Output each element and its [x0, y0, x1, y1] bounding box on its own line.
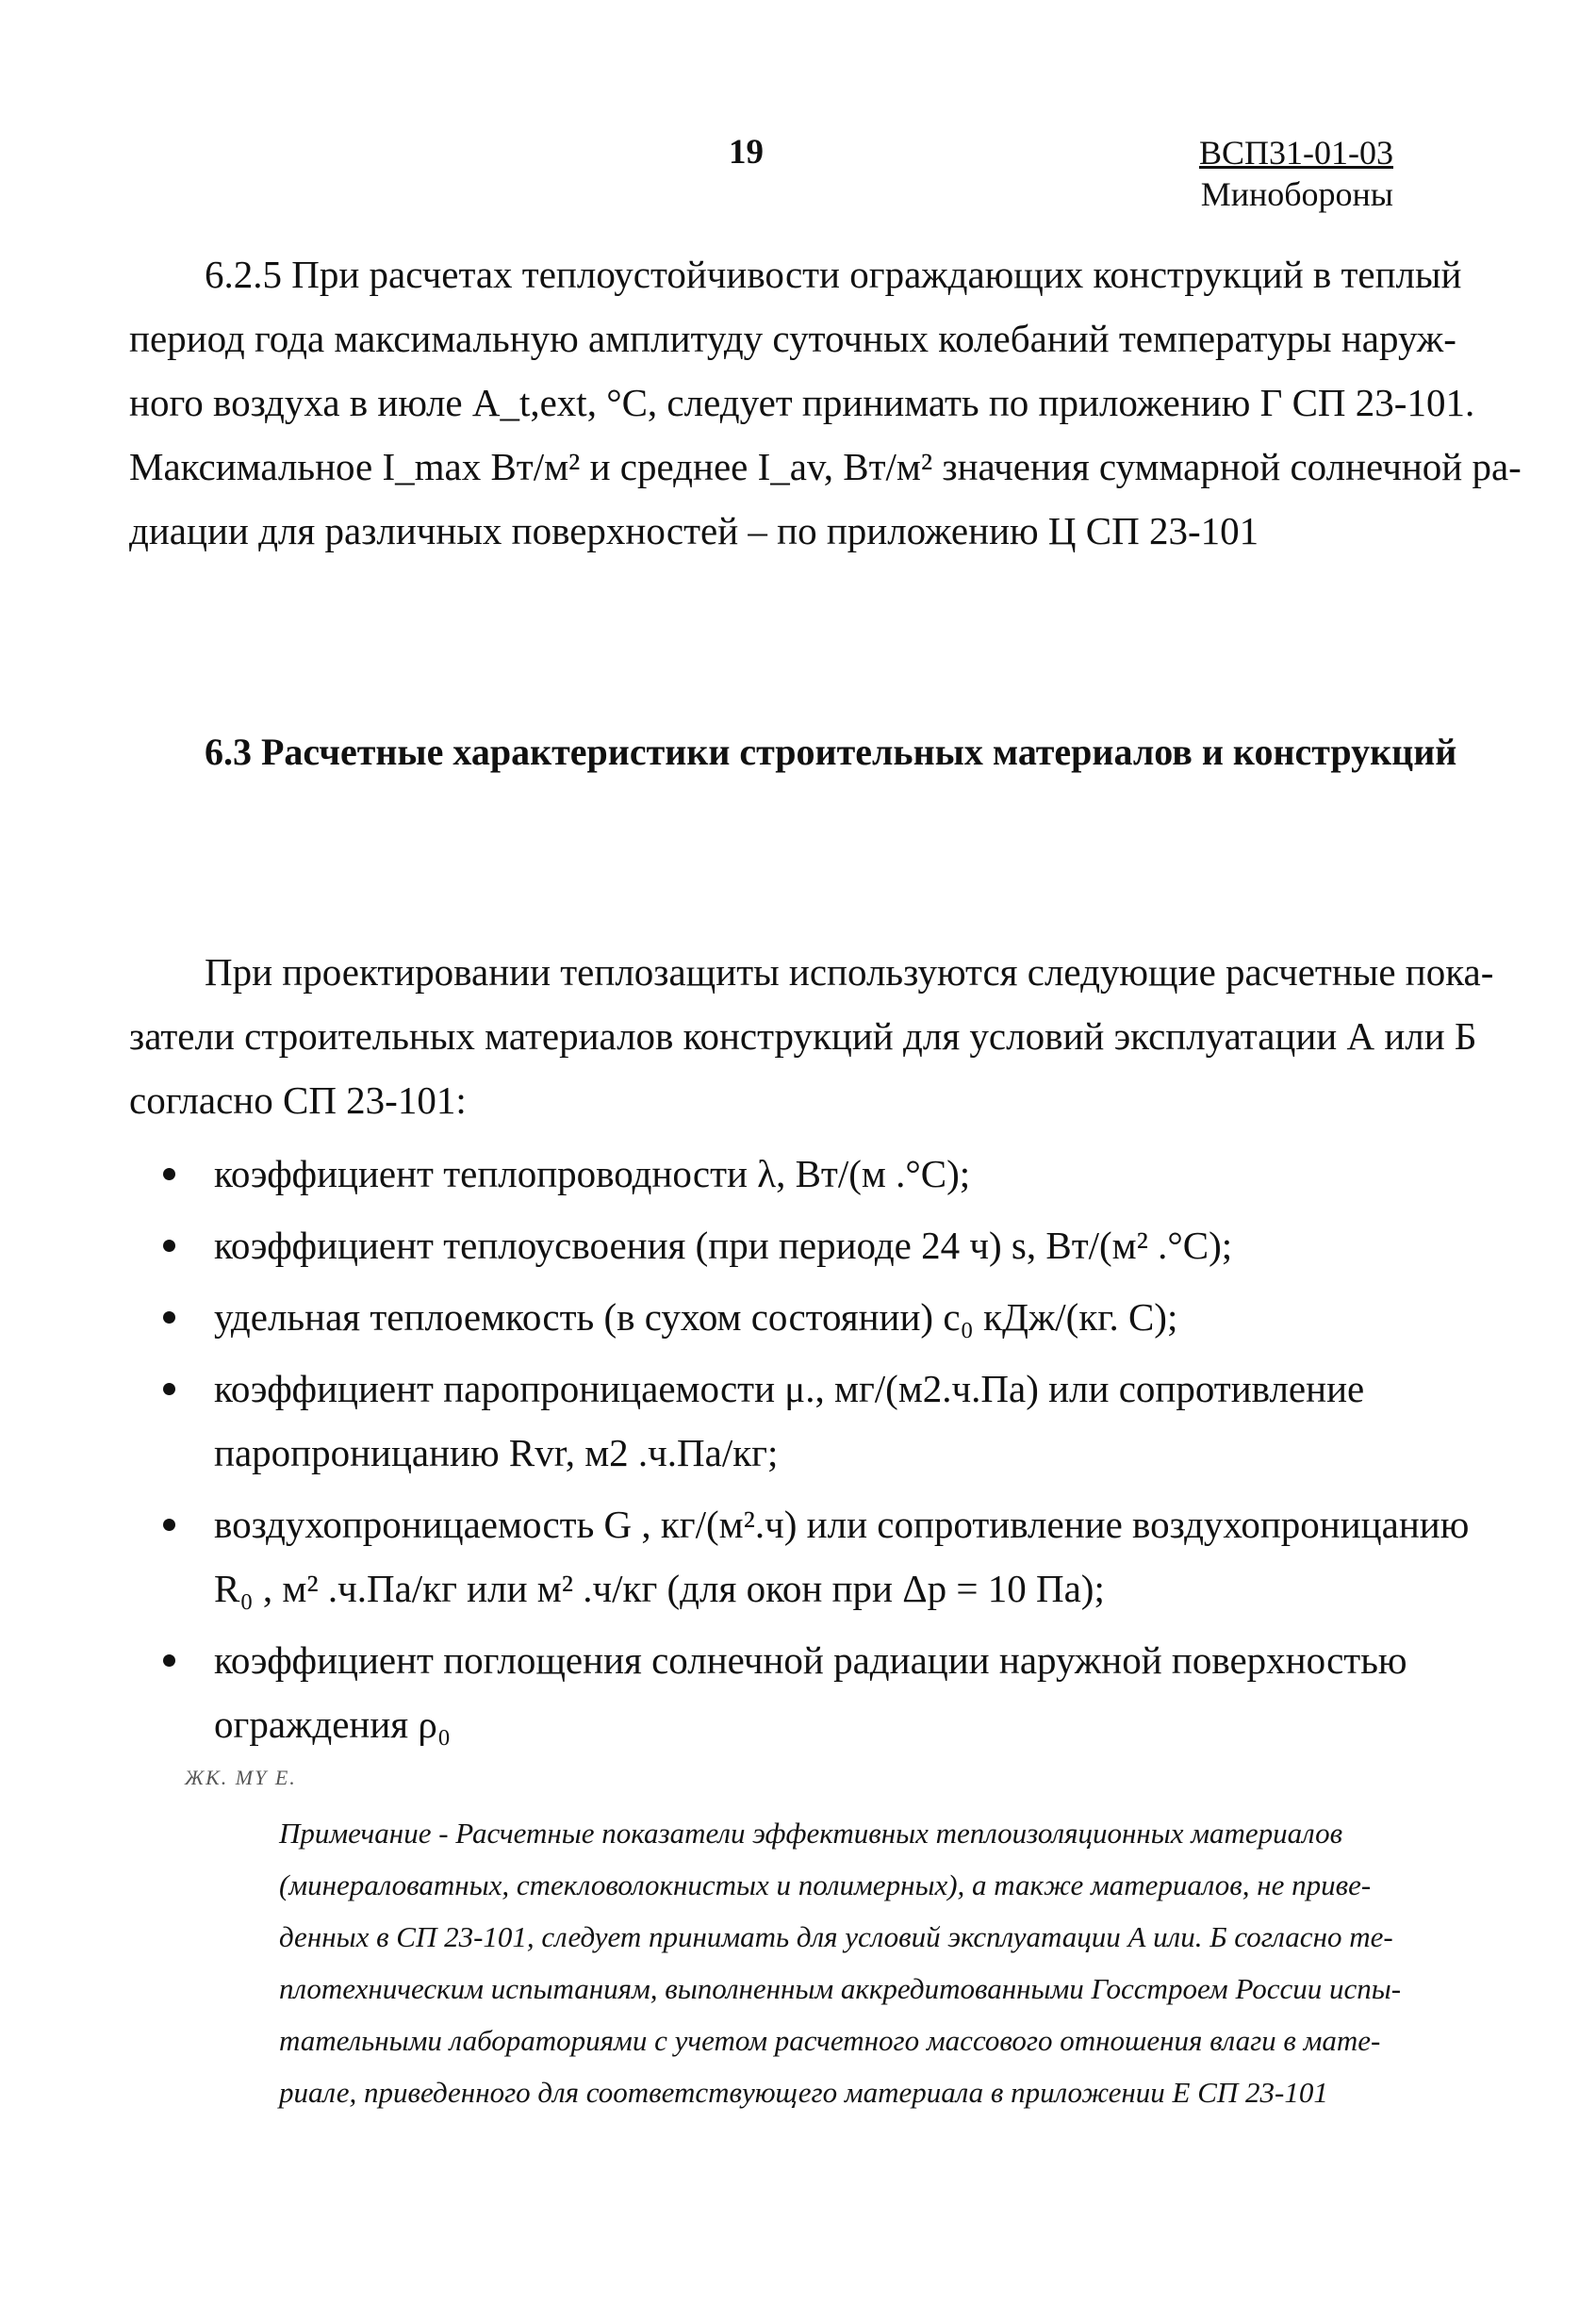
paragraph-line: Максимальное I_max Вт/м² и среднее I_av, Вт/м² значения суммарной солнечной ра- [129, 445, 1522, 488]
list-item [156, 1628, 1475, 1756]
list-item-text: коэффициент теплоусвоения (при периоде 24 ч) s, Вт/(м² .°С); [214, 1224, 1233, 1267]
page-number: 19 [729, 133, 764, 172]
list-item [156, 1285, 1475, 1349]
bullet-icon [163, 1519, 175, 1531]
list-item [156, 1357, 1475, 1485]
paragraph-line: диации для различных поверхностей – по приложению Ц СП 23-101 [129, 509, 1259, 552]
paragraph-line: ного воздуха в июле A_t,ext, °С, следует принимать по приложению Г СП 23-101. [129, 381, 1475, 424]
list-item-text: воздухопроницаемость G , кг/(м².ч) или сопротивление воздухопроницанию [214, 1503, 1470, 1546]
paragraph-line: затели строительных материалов конструкций для условий эксплуатации А или Б [129, 1014, 1477, 1058]
note-line: (минераловатных, стекловолокнистых и полимерных), а также материалов, не приве- [279, 1868, 1372, 1901]
section-heading: 6.3 Расчетные характеристики строительных материалов и конструкций [205, 731, 1457, 773]
paragraph-6-2-5 [129, 242, 1522, 563]
paragraph-line: При проектировании теплозащиты используются следующие расчетные пока- [205, 950, 1494, 994]
intro-paragraph [129, 940, 1494, 1132]
bullet-icon [163, 1654, 175, 1667]
note-line: риале, приведенного для соответствующего материала в приложении Е СП 23-101 [279, 2076, 1328, 2109]
bullet-icon [163, 1240, 175, 1252]
document-code: ВСП31-01-03 [1199, 134, 1393, 172]
list-item [156, 1492, 1475, 1620]
document-header [1199, 132, 1393, 215]
bullet-icon [163, 1311, 175, 1324]
note-line: плотехническим испытаниям, выполненным аккредитованными Госстроем России испы- [279, 1972, 1402, 2005]
paragraph-line: 6.2.5 При расчетах теплоустойчивости ограждающих конструкций в теплый [205, 253, 1462, 296]
paragraph-line: период года максимальную амплитуду суточных колебаний температуры наруж- [129, 317, 1456, 360]
list-item [156, 1142, 1475, 1206]
note-paragraph [279, 1807, 1471, 2118]
properties-list [156, 1142, 1475, 1764]
list-item-text: коэффициент поглощения солнечной радиации наружной поверхностью [214, 1638, 1407, 1682]
list-item [156, 1213, 1475, 1277]
list-item-text: паропроницанию Rvr, м2 .ч.Па/кг; [214, 1431, 779, 1474]
note-line: денных в СП 23-101, следует принимать для условий эксплуатации А или. Б согласно те- [279, 1920, 1393, 1953]
bullet-icon [163, 1383, 175, 1395]
note-line: тательными лабораториями с учетом расчетного массового отношения влаги в мате- [279, 2024, 1381, 2057]
list-item-text: коэффициент теплопроводности λ, Вт/(м .°С); [214, 1152, 971, 1195]
list-item-text: ограждения ρ₀ [214, 1703, 452, 1746]
handwritten-mark: ЖК. МҮ Е. [185, 1766, 297, 1789]
list-item-text: коэффициент паропроницаемости μ., мг/(м2.ч.Па) или сопротивление [214, 1367, 1365, 1410]
list-item-text: удельная теплоемкость (в сухом состоянии) c₀ кДж/(кг. С); [214, 1295, 1178, 1339]
note-line: Примечание - Расчетные показатели эффективных теплоизоляционных материалов [279, 1817, 1343, 1850]
document-organization: Минобороны [1200, 175, 1393, 213]
list-item-text: R₀ , м² .ч.Па/кг или м² .ч/кг (для окон при Δр = 10 Па); [214, 1567, 1105, 1610]
paragraph-line: согласно СП 23-101: [129, 1078, 467, 1122]
bullet-icon [163, 1168, 175, 1180]
